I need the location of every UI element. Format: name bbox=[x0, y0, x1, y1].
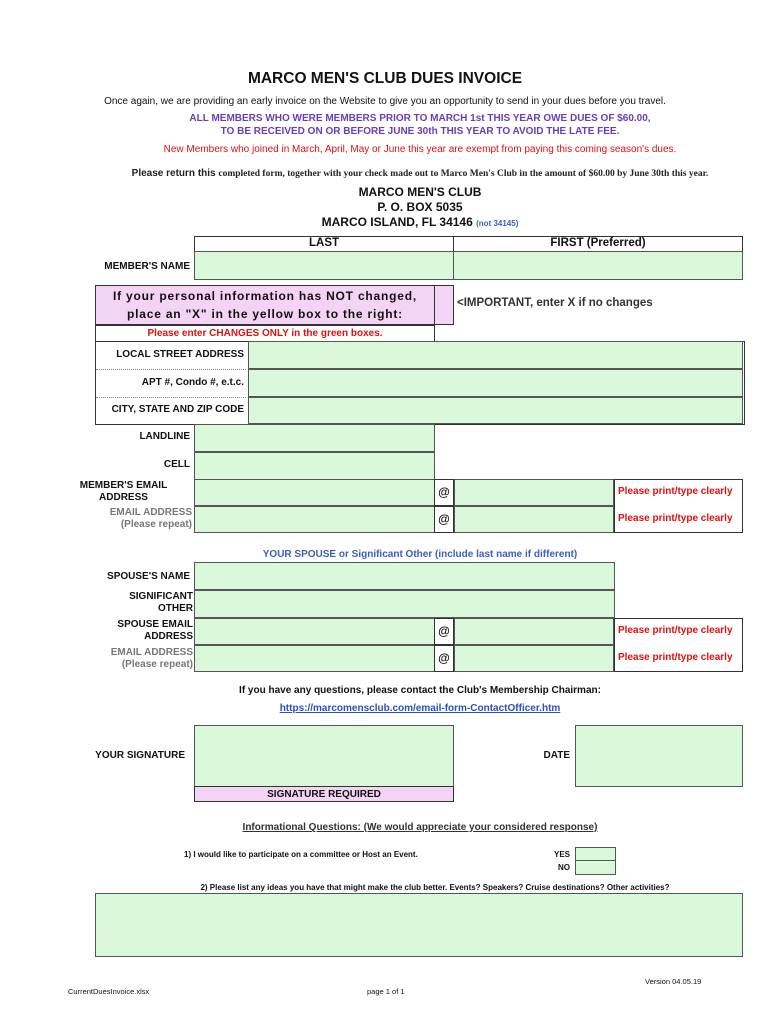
last-name-header: LAST bbox=[194, 236, 454, 252]
questions-contact: If you have any questions, please contact the Club's Membership Chairman: bbox=[239, 685, 601, 696]
signature-label: YOUR SIGNATURE bbox=[95, 750, 185, 761]
spouse-email-label-2: ADDRESS bbox=[144, 631, 193, 642]
landline-field[interactable] bbox=[194, 424, 435, 452]
landline-label: LANDLINE bbox=[139, 431, 190, 442]
date-field[interactable] bbox=[575, 725, 743, 787]
spouse-name-label: SPOUSE'S NAME bbox=[107, 571, 190, 582]
mail-address-city bbox=[0, 215, 770, 229]
first-name-field[interactable] bbox=[453, 251, 743, 280]
spouse-heading: YOUR SPOUSE or Significant Other (include last name if different) bbox=[262, 549, 578, 560]
page-number: page 1 of 1 bbox=[367, 987, 405, 996]
member-email-repeat-user-field[interactable] bbox=[194, 506, 435, 533]
print-clearly-note-1: Please print/type clearly bbox=[618, 486, 733, 497]
spouse-email-domain-field[interactable] bbox=[454, 618, 614, 645]
no-checkbox[interactable] bbox=[575, 860, 616, 875]
spouse-repeat-label-2: (Please repeat) bbox=[121, 659, 193, 670]
significant-other-label-1: SIGNIFICANT bbox=[129, 591, 193, 602]
print-clearly-note-3: Please print/type clearly bbox=[618, 625, 733, 636]
address-divider-2 bbox=[96, 397, 246, 398]
no-label: NO bbox=[558, 863, 570, 872]
informational-heading: Informational Questions: (We would appreciate your considered response) bbox=[242, 822, 598, 833]
apt-field[interactable] bbox=[248, 369, 743, 397]
address-divider-1 bbox=[96, 369, 246, 370]
question-1: 1) I would like to participate on a committee or Host an Event. bbox=[184, 850, 418, 859]
changes-only-note: Please enter CHANGES ONLY in the green boxes. bbox=[95, 325, 435, 342]
cell-label: CELL bbox=[163, 459, 190, 470]
spouse-email-repeat-user-field[interactable] bbox=[194, 645, 435, 672]
new-members-note: New Members who joined in March, April, May or June this year are exempt from paying this coming season's dues. bbox=[163, 144, 677, 155]
at-symbol-4: @ bbox=[434, 645, 454, 672]
first-name-header: FIRST (Preferred) bbox=[453, 236, 743, 252]
member-email-user-field[interactable] bbox=[194, 479, 435, 506]
spouse-email-user-field[interactable] bbox=[194, 618, 435, 645]
zip-note: (not 34145) bbox=[476, 219, 519, 228]
mail-address-box: P. O. BOX 5035 bbox=[377, 200, 463, 214]
question-2: 2) Please list any ideas you have that might make the club better. Events? Speakers? Cruise destinations? Other activities? bbox=[200, 883, 670, 892]
date-label: DATE bbox=[543, 750, 570, 761]
local-street-label: LOCAL STREET ADDRESS bbox=[116, 349, 244, 360]
return-rest: completed form, together with your check made out to Marco Men's Club in the amount of $60.00 by June 30th this year. bbox=[218, 169, 709, 179]
page-title: MARCO MEN'S CLUB DUES INVOICE bbox=[247, 70, 523, 87]
city-state-label: CITY, STATE AND ZIP CODE bbox=[111, 404, 244, 415]
intro-text: Once again, we are providing an early invoice on the Website to give you an opportunity to send in your dues before you travel. bbox=[104, 96, 666, 107]
spouse-name-field[interactable] bbox=[194, 562, 615, 590]
members-name-label: MEMBER'S NAME bbox=[104, 261, 190, 272]
return-instructions bbox=[0, 168, 770, 179]
print-clearly-note-4: Please print/type clearly bbox=[618, 652, 733, 663]
spouse-email-label-1: SPOUSE EMAIL bbox=[117, 619, 193, 630]
yes-checkbox[interactable] bbox=[575, 847, 616, 861]
file-name: CurrentDuesInvoice.xlsx bbox=[68, 987, 150, 996]
at-symbol-2: @ bbox=[434, 506, 454, 533]
yes-label: YES bbox=[553, 850, 570, 859]
spouse-email-repeat-domain-field[interactable] bbox=[454, 645, 614, 672]
print-clearly-note-2: Please print/type clearly bbox=[618, 513, 733, 524]
spouse-repeat-label-1: EMAIL ADDRESS bbox=[110, 647, 193, 658]
mail-address-city-text: MARCO ISLAND, FL 34146 bbox=[321, 215, 473, 229]
member-email-domain-field[interactable] bbox=[454, 479, 614, 506]
ideas-field[interactable] bbox=[95, 893, 743, 957]
return-lead: Please return this bbox=[131, 168, 216, 179]
last-name-field[interactable] bbox=[194, 251, 454, 280]
version-text: Version 04.05.19 bbox=[645, 977, 702, 986]
no-change-line2: place an "X" in the yellow box to the right: bbox=[127, 307, 403, 321]
street-address-field[interactable] bbox=[248, 341, 743, 369]
no-change-line1: If your personal information has NOT changed, bbox=[112, 289, 418, 303]
no-change-x-box[interactable] bbox=[434, 285, 454, 325]
apt-label: APT #, Condo #, e.t.c. bbox=[141, 377, 244, 388]
important-note: <IMPORTANT, enter X if no changes bbox=[457, 297, 653, 309]
signature-field[interactable] bbox=[194, 725, 454, 787]
email-repeat-label-2: (Please repeat) bbox=[120, 519, 192, 530]
no-change-instructions bbox=[95, 285, 435, 325]
dues-notice-line2: TO BE RECEIVED ON OR BEFORE JUNE 30th THIS YEAR TO AVOID THE LATE FEE. bbox=[220, 126, 620, 137]
dues-notice-line1: ALL MEMBERS WHO WERE MEMBERS PRIOR TO MARCH 1st THIS YEAR OWE DUES OF $60.00, bbox=[189, 113, 651, 124]
mail-address-name: MARCO MEN'S CLUB bbox=[358, 185, 482, 199]
at-symbol-1: @ bbox=[434, 479, 454, 506]
city-state-zip-field[interactable] bbox=[248, 397, 743, 424]
member-email-label-2: ADDRESS bbox=[99, 492, 148, 503]
contact-link[interactable]: https://marcomensclub.com/email-form-ContactOfficer.htm bbox=[279, 703, 561, 714]
significant-other-field[interactable] bbox=[194, 590, 615, 618]
at-symbol-3: @ bbox=[434, 618, 454, 645]
member-email-label-1: MEMBER'S EMAIL bbox=[79, 480, 168, 491]
email-repeat-label-1: EMAIL ADDRESS bbox=[109, 507, 192, 518]
significant-other-label-2: OTHER bbox=[158, 603, 193, 614]
member-email-repeat-domain-field[interactable] bbox=[454, 506, 614, 533]
cell-field[interactable] bbox=[194, 452, 435, 480]
signature-required: SIGNATURE REQUIRED bbox=[194, 786, 454, 802]
